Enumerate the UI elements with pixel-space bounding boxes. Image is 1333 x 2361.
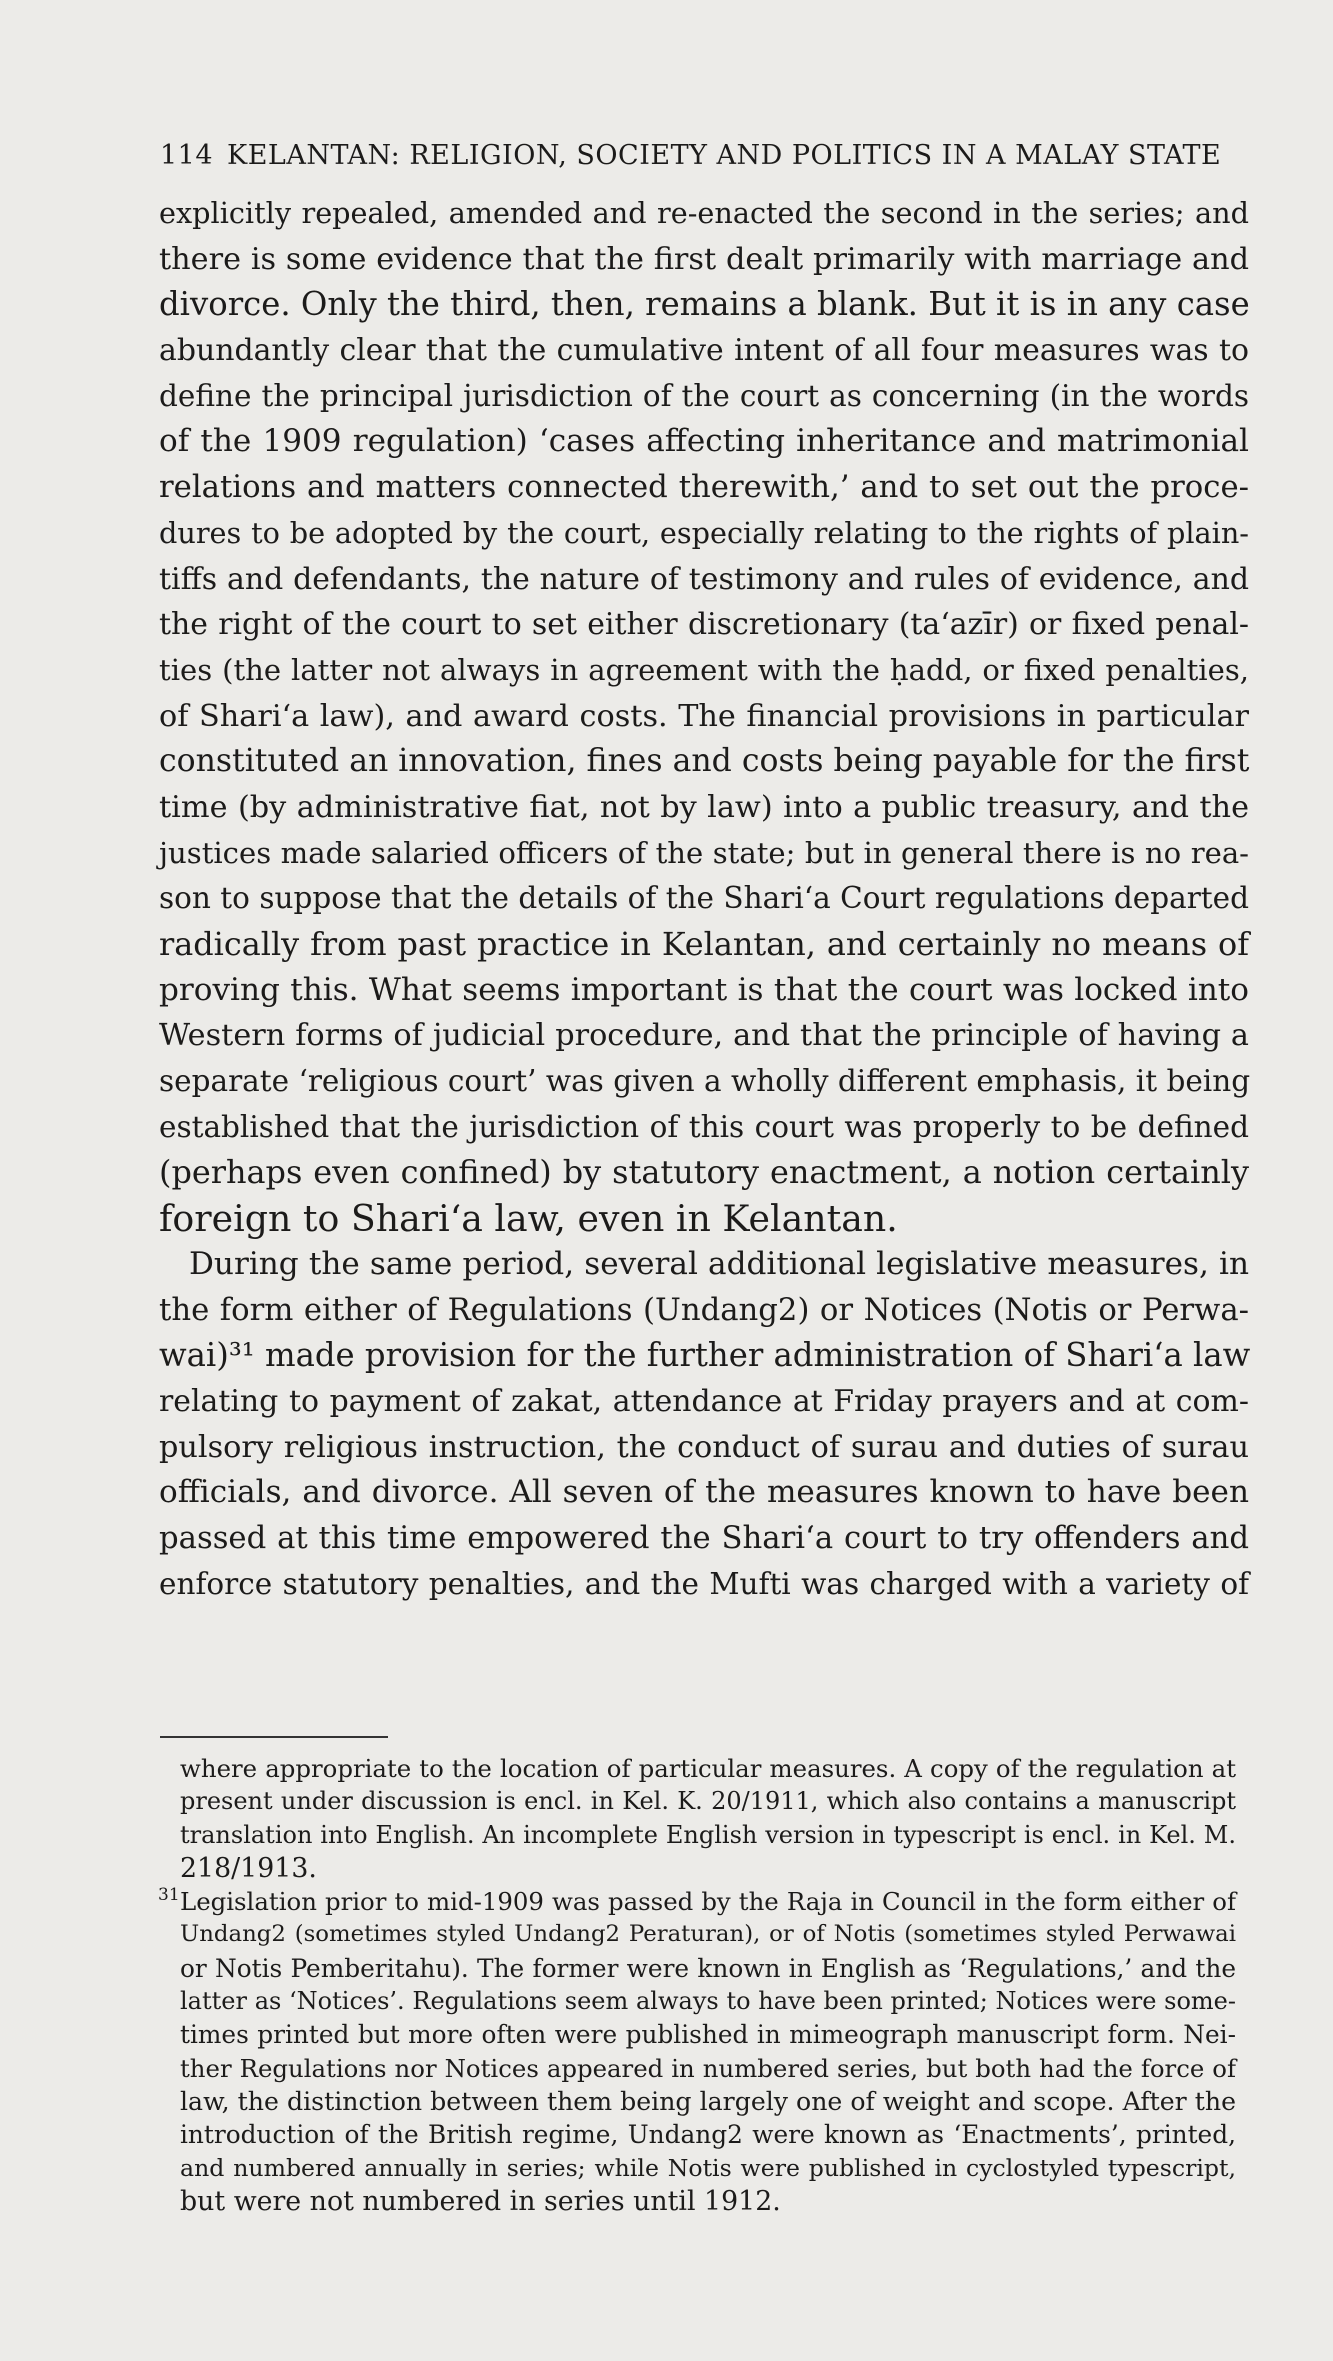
text-line: divorce. Only the third, then, remains a blank. But it is in any case bbox=[159, 285, 1250, 324]
text-line: relating to payment of zakat, attendance at Friday prayers and at com- bbox=[159, 1383, 1249, 1419]
text-line: of Shari‘a law), and award costs. The financial provisions in particular bbox=[159, 698, 1249, 734]
footnote-line: present under discussion is encl. in Kel. K. 20/1911, which also contains a manuscript bbox=[180, 1787, 1236, 1816]
text-line: abundantly clear that the cumulative intent of all four measures was to bbox=[159, 333, 1249, 369]
page-number: 114 bbox=[160, 140, 214, 171]
footnote-number: 31 bbox=[158, 1885, 180, 1906]
text-line: explicitly repealed, amended and re-enacted the second in the series; and bbox=[159, 196, 1249, 230]
text-line: officials, and divorce. All seven of the measures known to have been bbox=[159, 1474, 1249, 1511]
text-line: constituted an innovation, fines and costs being payable for the first bbox=[159, 743, 1250, 780]
footnotes bbox=[158, 1752, 1236, 2218]
text-line: time (by administrative fiat, not by law) into a public treasury, and the bbox=[159, 789, 1249, 825]
text-line: wai)³¹ made provision for the further administration of Shari‘a law bbox=[159, 1336, 1251, 1375]
text-line: pulsory religious instruction, the conduct of surau and duties of surau bbox=[159, 1429, 1249, 1465]
footnote-31-first-line bbox=[158, 1885, 1236, 1918]
running-head bbox=[160, 140, 1240, 171]
text-line: (perhaps even confined) by statutory enactment, a notion certainly bbox=[159, 1153, 1249, 1192]
text-line: proving this. What seems important is that the court was locked into bbox=[159, 971, 1249, 1008]
text-line: tiffs and defendants, the nature of testimony and rules of evidence, and bbox=[159, 561, 1249, 597]
text-line: passed at this time empowered the Shari‘a court to try offenders and bbox=[159, 1520, 1249, 1556]
text-line: separate ‘religious court’ was given a wholly different emphasis, it being bbox=[159, 1064, 1251, 1099]
text-line-paragraph-end: foreign to Shari‘a law, even in Kelantan. bbox=[159, 1197, 898, 1241]
footnote-line: introduction of the British regime, Undang2 were known as ‘Enactments’, printed, bbox=[180, 2120, 1236, 2150]
text-line: of the 1909 regulation) ‘cases affecting inheritance and matrimonial bbox=[159, 423, 1249, 460]
footnote-rule bbox=[160, 1736, 388, 1738]
footnote-line: or Notis Pemberitahu). The former were known in English as ‘Regulations,’ and the bbox=[180, 1953, 1236, 1983]
footnote-line: 218/1913. bbox=[180, 1852, 317, 1884]
footnote-line: times printed but more often were published in mimeograph manuscript form. Nei- bbox=[180, 2020, 1236, 2050]
footnote-line: Undang2 (sometimes styled Undang2 Peraturan), or of Notis (sometimes styled Perwawai bbox=[180, 1921, 1236, 1948]
text-line: radically from past practice in Kelantan, and certainly no means of bbox=[159, 925, 1249, 963]
text-line: established that the jurisdiction of this court was properly to be defined bbox=[159, 1109, 1249, 1144]
footnote-line: Legislation prior to mid-1909 was passed by the Raja in Council in the form either of bbox=[180, 1887, 1236, 1917]
text-line: define the principal jurisdiction of the court as concerning (in the words bbox=[159, 378, 1249, 413]
text-line: the form either of Regulations (Undang2) or Notices (Notis or Perwa- bbox=[159, 1292, 1249, 1328]
text-line: dures to be adopted by the court, especially relating to the rights of plain- bbox=[159, 515, 1249, 550]
footnote-line: but were not numbered in series until 1912. bbox=[180, 2185, 781, 2217]
text-line-paragraph-start: During the same period, several additional legislative measures, in bbox=[189, 1245, 1249, 1282]
footnote-line: and numbered annually in series; while Notis were published in cyclostyled typescript, bbox=[180, 2153, 1236, 2182]
footnote-line: law, the distinction between them being largely one of weight and scope. After the bbox=[180, 2086, 1236, 2116]
footnote-line: translation into English. An incomplete English version in typescript is encl. in Kel. M. bbox=[180, 1820, 1236, 1849]
text-line: relations and matters connected therewith,’ and to set out the proce- bbox=[159, 470, 1249, 506]
text-line: son to suppose that the details of the Shari‘a Court regulations departed bbox=[159, 881, 1249, 916]
running-head-title: KELANTAN: RELIGION, SOCIETY AND POLITICS IN A MALAY STATE bbox=[227, 140, 1222, 171]
main-text bbox=[159, 191, 1249, 1607]
footnote-line: where appropriate to the location of particular measures. A copy of the regulation at bbox=[180, 1754, 1236, 1783]
text-line: enforce statutory penalties, and the Mufti was charged with a variety of bbox=[159, 1566, 1249, 1601]
text-line: justices made salaried officers of the state; but in general there is no rea- bbox=[159, 835, 1249, 870]
text-line: ties (the latter not always in agreement with the ḥadd, or fixed penalties, bbox=[159, 652, 1249, 687]
footnote-line: ther Regulations nor Notices appeared in numbered series, but both had the force of bbox=[180, 2053, 1236, 2083]
footnote-line: latter as ‘Notices’. Regulations seem always to have been printed; Notices were some- bbox=[180, 1987, 1236, 2016]
text-line: Western forms of judicial procedure, and that the principle of having a bbox=[159, 1018, 1249, 1054]
text-line: the right of the court to set either discretionary (ta‘azīr) or fixed penal- bbox=[159, 607, 1249, 643]
text-line: there is some evidence that the first dealt primarily with marriage and bbox=[159, 241, 1249, 277]
